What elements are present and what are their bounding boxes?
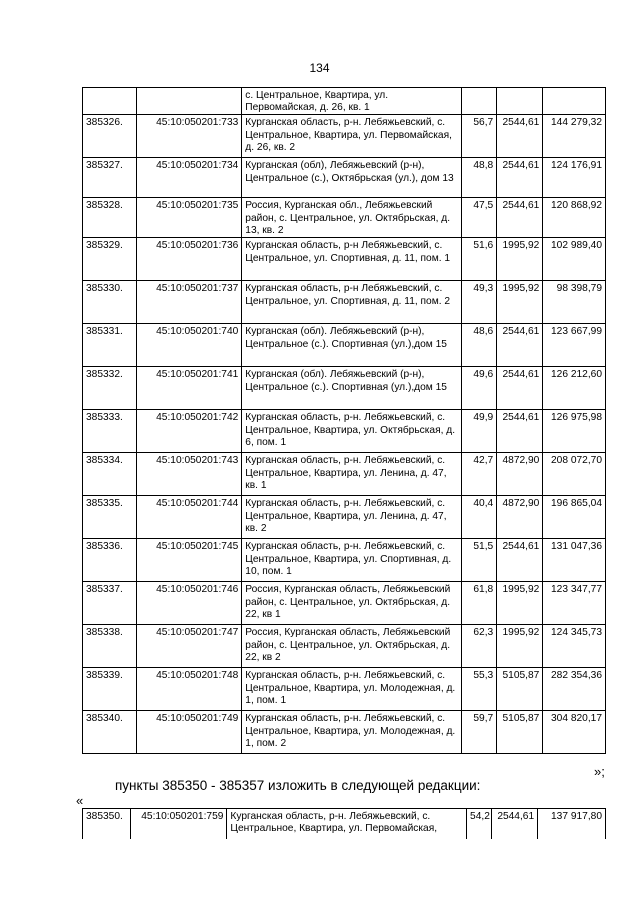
unit-price: 2544,61 xyxy=(497,198,543,238)
cadastral-number: 45:10:050201:759 xyxy=(131,809,227,840)
row-number: 385331. xyxy=(83,324,137,367)
cadastral-cost xyxy=(543,88,606,115)
row-number: 385334. xyxy=(83,453,137,496)
address: Курганская область, р-н. Лебяжьевский, с. Центральное, Квартира, ул. Молодежная, д. 1, пом. 2 xyxy=(242,711,462,754)
row-number: 385332. xyxy=(83,367,137,410)
cadastral-number: 45:10:050201:747 xyxy=(136,625,241,668)
table-row xyxy=(83,582,606,625)
table-row xyxy=(83,496,606,539)
row-number: 385333. xyxy=(83,410,137,453)
table-row xyxy=(83,324,606,367)
row-number: 385339. xyxy=(83,668,137,711)
unit-price: 4872,90 xyxy=(497,496,543,539)
cadastral-number: 45:10:050201:734 xyxy=(136,158,241,198)
cadastral-cost: 304 820,17 xyxy=(543,711,606,754)
row-number: 385336. xyxy=(83,539,137,582)
area: 49,9 xyxy=(462,410,497,453)
row-number: 385330. xyxy=(83,281,137,324)
area: 61,8 xyxy=(462,582,497,625)
cadastral-cost: 131 047,36 xyxy=(543,539,606,582)
area: 47,5 xyxy=(462,198,497,238)
cadastral-cost: 98 398,79 xyxy=(543,281,606,324)
area: 62,3 xyxy=(462,625,497,668)
cadastral-number: 45:10:050201:744 xyxy=(136,496,241,539)
cadastral-number: 45:10:050201:749 xyxy=(136,711,241,754)
table-row xyxy=(83,711,606,754)
unit-price: 5105,87 xyxy=(497,668,543,711)
unit-price: 2544,61 xyxy=(492,809,538,840)
area: 42,7 xyxy=(462,453,497,496)
area: 51,6 xyxy=(462,238,497,281)
cadastral-cost: 124 345,73 xyxy=(543,625,606,668)
property-table-body xyxy=(83,88,606,754)
cadastral-number: 45:10:050201:741 xyxy=(136,367,241,410)
cadastral-cost: 126 212,60 xyxy=(543,367,606,410)
table-row xyxy=(83,539,606,582)
row-number: 385328. xyxy=(83,198,137,238)
area: 48,6 xyxy=(462,324,497,367)
cadastral-cost: 144 279,32 xyxy=(543,115,606,158)
table-row xyxy=(83,809,606,840)
area xyxy=(462,88,497,115)
table-row xyxy=(83,281,606,324)
unit-price: 1995,92 xyxy=(497,238,543,281)
cadastral-number: 45:10:050201:735 xyxy=(136,198,241,238)
table-row xyxy=(83,198,606,238)
address: Курганская область, р-н. Лебяжьевский, с. Центральное, Квартира, ул. Первомайская, д. 26, кв. 2 xyxy=(242,115,462,158)
table-row xyxy=(83,238,606,281)
property-table xyxy=(82,87,606,754)
row-number xyxy=(83,88,137,115)
cadastral-cost: 137 917,80 xyxy=(538,809,606,840)
cadastral-number: 45:10:050201:742 xyxy=(136,410,241,453)
address: Курганская (обл). Лебяжьевский (р-н), Центральное (с.). Спортивная (ул.),дом 15 xyxy=(242,324,462,367)
cadastral-cost: 102 989,40 xyxy=(543,238,606,281)
cadastral-cost: 123 667,99 xyxy=(543,324,606,367)
cadastral-number: 45:10:050201:745 xyxy=(136,539,241,582)
area: 54,2 xyxy=(467,809,492,840)
cadastral-number: 45:10:050201:737 xyxy=(136,281,241,324)
unit-price: 5105,87 xyxy=(497,711,543,754)
address: Курганская область, р-н. Лебяжьевский, с. Центральное, Квартира, ул. Ленина, д. 47, кв. 2 xyxy=(242,496,462,539)
cadastral-cost: 124 176,91 xyxy=(543,158,606,198)
cadastral-cost: 123 347,77 xyxy=(543,582,606,625)
address: Курганская область, р-н. Лебяжьевский, с. Центральное, Квартира, ул. Ленина, д. 47, кв. 1 xyxy=(242,453,462,496)
cadastral-number: 45:10:050201:743 xyxy=(136,453,241,496)
cadastral-cost: 120 868,92 xyxy=(543,198,606,238)
unit-price: 2544,61 xyxy=(497,410,543,453)
row-number: 385326. xyxy=(83,115,137,158)
address: Курганская область, р-н. Лебяжьевский, с. Центральное, Квартира, ул. Молодежная, д. 1, пом. 1 xyxy=(242,668,462,711)
address: Курганская область, р-н Лебяжьевский, с. Центральное, ул. Спортивная, д. 11, пом. 1 xyxy=(242,238,462,281)
cadastral-cost: 126 975,98 xyxy=(543,410,606,453)
cadastral-number: 45:10:050201:746 xyxy=(136,582,241,625)
table-row xyxy=(83,410,606,453)
unit-price: 2544,61 xyxy=(497,367,543,410)
address: Курганская область, р-н Лебяжьевский, с. Центральное, ул. Спортивная, д. 11, пом. 2 xyxy=(242,281,462,324)
table-row xyxy=(83,453,606,496)
opening-quote: « xyxy=(76,793,84,808)
unit-price: 4872,90 xyxy=(497,453,543,496)
amendment-instruction: пункты 385350 - 385357 изложить в следующей редакции: xyxy=(115,778,481,793)
unit-price: 1995,92 xyxy=(497,281,543,324)
cadastral-cost: 282 354,36 xyxy=(543,668,606,711)
table-row xyxy=(83,668,606,711)
table-row xyxy=(83,88,606,115)
address: Курганская область, р-н. Лебяжьевский, с. Центральное, Квартира, ул. Октябрьская, д. 6, пом. 1 xyxy=(242,410,462,453)
area: 55,3 xyxy=(462,668,497,711)
cadastral-number: 45:10:050201:736 xyxy=(136,238,241,281)
area: 49,6 xyxy=(462,367,497,410)
unit-price: 2544,61 xyxy=(497,115,543,158)
row-number: 385350. xyxy=(83,809,131,840)
amended-property-table xyxy=(82,808,606,839)
address: Россия, Курганская обл., Лебяжьевский район, с. Центральное, ул. Октябрьская, д. 13, кв. 2 xyxy=(242,198,462,238)
unit-price: 2544,61 xyxy=(497,539,543,582)
area: 48,8 xyxy=(462,158,497,198)
table-row xyxy=(83,115,606,158)
address: с. Центральное, Квартира, ул. Первомайская, д. 26, кв. 1 xyxy=(242,88,462,115)
address: Курганская область, р-н. Лебяжьевский, с. Центральное, Квартира, ул. Спортивная, д. 10, пом. 1 xyxy=(242,539,462,582)
area: 40,4 xyxy=(462,496,497,539)
row-number: 385338. xyxy=(83,625,137,668)
row-number: 385327. xyxy=(83,158,137,198)
unit-price: 2544,61 xyxy=(497,158,543,198)
unit-price xyxy=(497,88,543,115)
address: Курганская (обл), Лебяжьевский (р-н), Центральное (с.), Октябрьская (ул.), дом 13 xyxy=(242,158,462,198)
address: Курганская (обл). Лебяжьевский (р-н), Центральное (с.). Спортивная (ул.),дом 15 xyxy=(242,367,462,410)
address: Курганская область, р-н. Лебяжьевский, с. Центральное, Квартира, ул. Первомайская, xyxy=(227,809,467,840)
table-row xyxy=(83,367,606,410)
row-number: 385335. xyxy=(83,496,137,539)
address: Россия, Курганская область, Лебяжьевский район, с. Центральное, ул. Октябрьская, д. 22, кв 2 xyxy=(242,625,462,668)
cadastral-number xyxy=(136,88,241,115)
row-number: 385337. xyxy=(83,582,137,625)
row-number: 385340. xyxy=(83,711,137,754)
address: Россия, Курганская область, Лебяжьевский район, с. Центральное, ул. Октябрьская, д. 22, кв 1 xyxy=(242,582,462,625)
cadastral-number: 45:10:050201:740 xyxy=(136,324,241,367)
unit-price: 1995,92 xyxy=(497,625,543,668)
table-row xyxy=(83,158,606,198)
cadastral-number: 45:10:050201:748 xyxy=(136,668,241,711)
cadastral-number: 45:10:050201:733 xyxy=(136,115,241,158)
unit-price: 2544,61 xyxy=(497,324,543,367)
row-number: 385329. xyxy=(83,238,137,281)
area: 51,5 xyxy=(462,539,497,582)
area: 56,7 xyxy=(462,115,497,158)
unit-price: 1995,92 xyxy=(497,582,543,625)
area: 59,7 xyxy=(462,711,497,754)
cadastral-cost: 196 865,04 xyxy=(543,496,606,539)
area: 49,3 xyxy=(462,281,497,324)
table-row xyxy=(83,625,606,668)
cadastral-cost: 208 072,70 xyxy=(543,453,606,496)
page-number: 134 xyxy=(309,61,330,75)
closing-quote: »; xyxy=(594,764,605,779)
